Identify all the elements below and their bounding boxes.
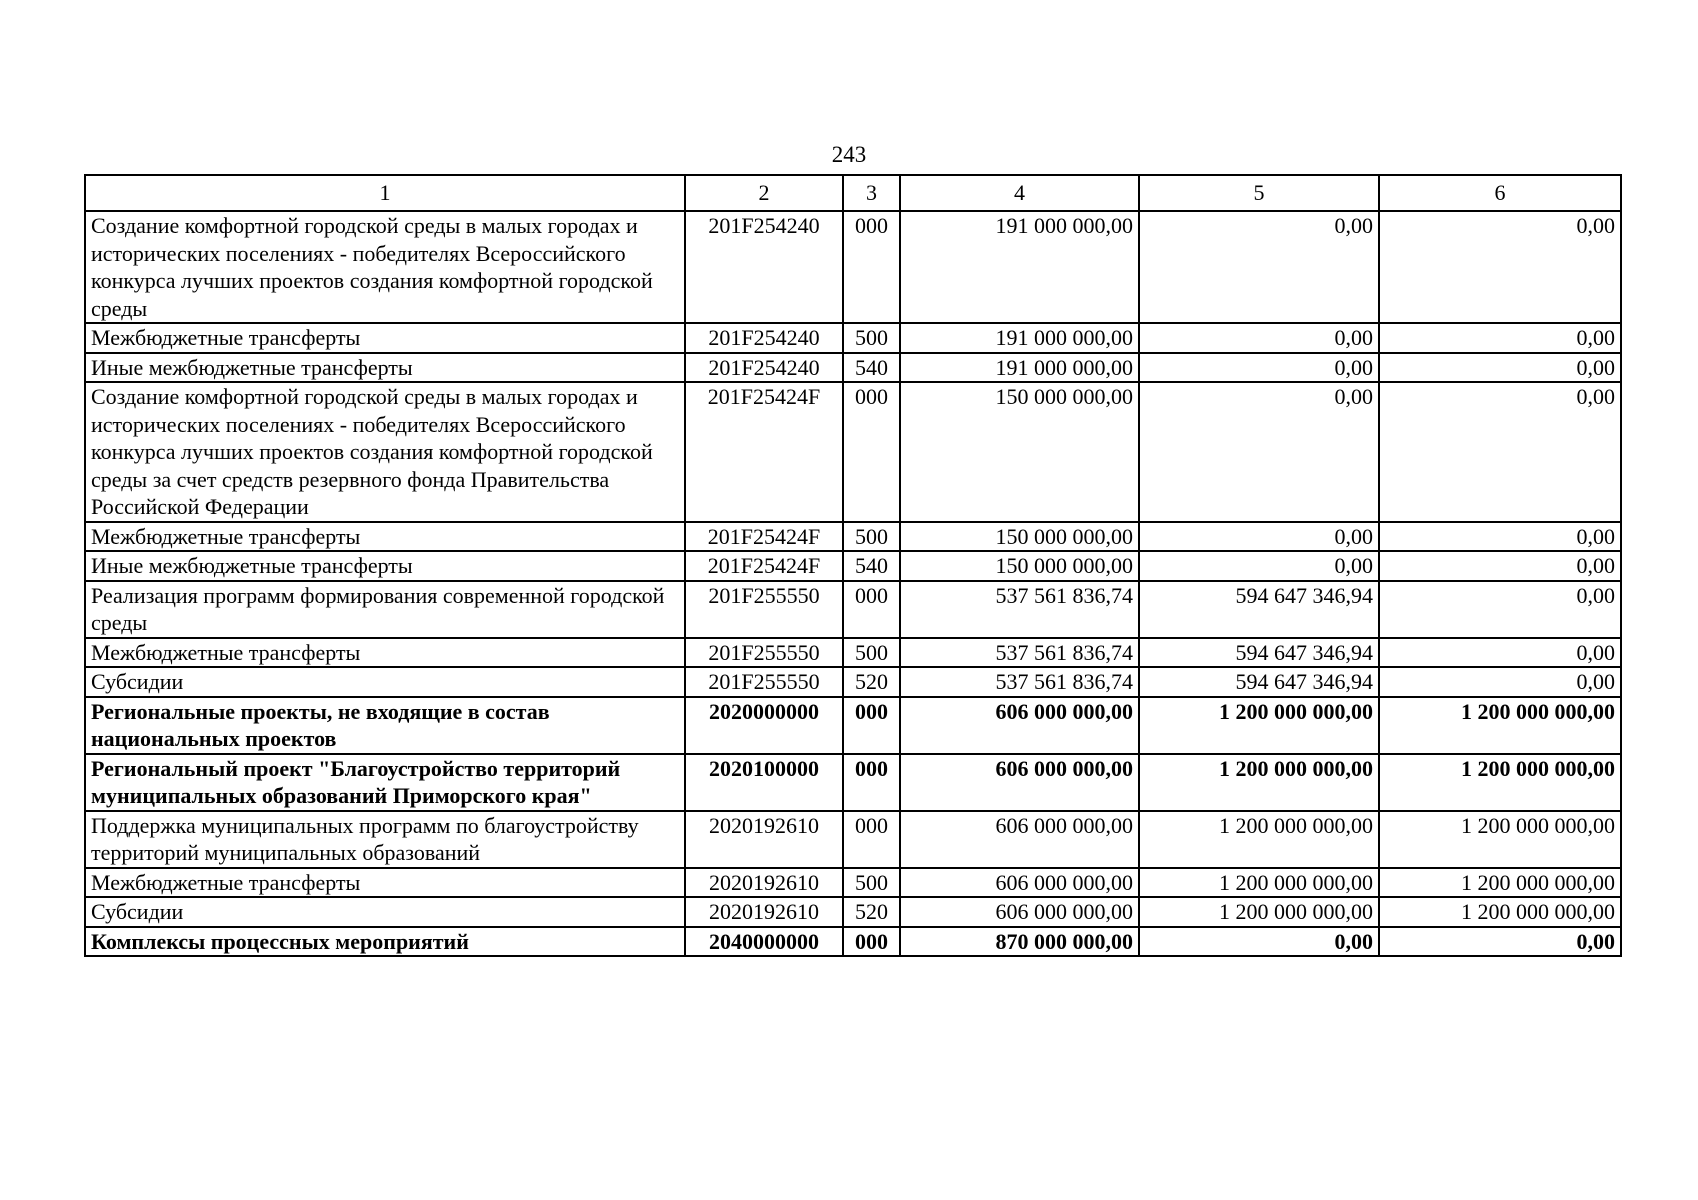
row-code-cell: 2040000000 xyxy=(685,927,843,957)
row-type-cell: 520 xyxy=(843,897,900,927)
row-amount-4-cell: 537 561 836,74 xyxy=(900,638,1139,668)
row-code-cell: 201F25424F xyxy=(685,551,843,581)
row-amount-4-cell: 606 000 000,00 xyxy=(900,897,1139,927)
row-type-cell: 500 xyxy=(843,323,900,353)
row-code-cell: 2020192610 xyxy=(685,897,843,927)
row-amount-4-cell: 191 000 000,00 xyxy=(900,323,1139,353)
row-type-cell: 000 xyxy=(843,754,900,811)
row-code-cell: 201F255550 xyxy=(685,667,843,697)
row-type-cell: 000 xyxy=(843,811,900,868)
row-code-cell: 201F254240 xyxy=(685,353,843,383)
row-name-cell: Субсидии xyxy=(85,667,685,697)
row-amount-4-cell: 606 000 000,00 xyxy=(900,811,1139,868)
row-amount-6-cell: 0,00 xyxy=(1379,638,1621,668)
row-amount-5-cell: 0,00 xyxy=(1139,927,1379,957)
header-cell-2: 2 xyxy=(685,175,843,211)
row-name-cell: Субсидии xyxy=(85,897,685,927)
row-amount-5-cell: 0,00 xyxy=(1139,323,1379,353)
row-amount-5-cell: 0,00 xyxy=(1139,551,1379,581)
row-name-cell: Межбюджетные трансферты xyxy=(85,638,685,668)
row-amount-6-cell: 0,00 xyxy=(1379,353,1621,383)
row-amount-6-cell: 0,00 xyxy=(1379,927,1621,957)
header-cell-5: 5 xyxy=(1139,175,1379,211)
row-type-cell: 500 xyxy=(843,522,900,552)
row-amount-5-cell: 0,00 xyxy=(1139,211,1379,323)
table-row xyxy=(85,353,1621,383)
row-name-cell: Региональный проект "Благоустройство территорий муниципальных образований Приморского края" xyxy=(85,754,685,811)
row-amount-5-cell: 1 200 000 000,00 xyxy=(1139,697,1379,754)
row-code-cell: 201F254240 xyxy=(685,211,843,323)
row-amount-5-cell: 1 200 000 000,00 xyxy=(1139,754,1379,811)
row-amount-6-cell: 0,00 xyxy=(1379,211,1621,323)
row-name-cell: Региональные проекты, не входящие в состав национальных проектов xyxy=(85,697,685,754)
row-amount-4-cell: 191 000 000,00 xyxy=(900,353,1139,383)
row-amount-5-cell: 594 647 346,94 xyxy=(1139,638,1379,668)
row-type-cell: 500 xyxy=(843,868,900,898)
row-amount-5-cell: 1 200 000 000,00 xyxy=(1139,811,1379,868)
page-number: 243 xyxy=(831,142,867,167)
row-amount-6-cell: 1 200 000 000,00 xyxy=(1379,897,1621,927)
row-name-cell: Комплексы процессных мероприятий xyxy=(85,927,685,957)
row-amount-4-cell: 150 000 000,00 xyxy=(900,382,1139,522)
table-row xyxy=(85,382,1621,522)
table-row xyxy=(85,697,1621,754)
row-name-cell: Межбюджетные трансферты xyxy=(85,323,685,353)
row-type-cell: 500 xyxy=(843,638,900,668)
row-amount-4-cell: 606 000 000,00 xyxy=(900,697,1139,754)
row-code-cell: 201F255550 xyxy=(685,638,843,668)
header-cell-6: 6 xyxy=(1379,175,1621,211)
header-row xyxy=(85,175,1621,211)
row-name-cell: Поддержка муниципальных программ по благоустройству территорий муниципальных образований xyxy=(85,811,685,868)
row-type-cell: 000 xyxy=(843,927,900,957)
row-amount-4-cell: 150 000 000,00 xyxy=(900,551,1139,581)
row-code-cell: 2020192610 xyxy=(685,811,843,868)
row-amount-6-cell: 0,00 xyxy=(1379,382,1621,522)
row-type-cell: 520 xyxy=(843,667,900,697)
row-amount-5-cell: 0,00 xyxy=(1139,353,1379,383)
row-type-cell: 000 xyxy=(843,581,900,638)
table-row xyxy=(85,211,1621,323)
table-row xyxy=(85,581,1621,638)
row-code-cell: 2020192610 xyxy=(685,868,843,898)
table-row xyxy=(85,897,1621,927)
row-amount-6-cell: 0,00 xyxy=(1379,323,1621,353)
table-row xyxy=(85,522,1621,552)
row-type-cell: 540 xyxy=(843,353,900,383)
row-name-cell: Создание комфортной городской среды в малых городах и исторических поселениях - победителях Всероссийского конкурса лучших проектов создания комфортной городской среды xyxy=(85,211,685,323)
table-row xyxy=(85,811,1621,868)
row-amount-4-cell: 606 000 000,00 xyxy=(900,868,1139,898)
row-type-cell: 540 xyxy=(843,551,900,581)
table-row xyxy=(85,927,1621,957)
row-name-cell: Создание комфортной городской среды в малых городах и исторических поселениях - победителях Всероссийского конкурса лучших проектов создания комфортной городской среды за счет средств резервного фонда Правительства Российской Федерации xyxy=(85,382,685,522)
row-name-cell: Иные межбюджетные трансферты xyxy=(85,353,685,383)
row-code-cell: 201F25424F xyxy=(685,522,843,552)
row-amount-5-cell: 0,00 xyxy=(1139,382,1379,522)
row-amount-6-cell: 0,00 xyxy=(1379,551,1621,581)
row-amount-6-cell: 0,00 xyxy=(1379,667,1621,697)
row-amount-6-cell: 1 200 000 000,00 xyxy=(1379,754,1621,811)
row-amount-4-cell: 606 000 000,00 xyxy=(900,754,1139,811)
row-amount-5-cell: 1 200 000 000,00 xyxy=(1139,868,1379,898)
row-amount-4-cell: 150 000 000,00 xyxy=(900,522,1139,552)
table-row xyxy=(85,551,1621,581)
row-amount-6-cell: 1 200 000 000,00 xyxy=(1379,811,1621,868)
table-row xyxy=(85,868,1621,898)
row-amount-5-cell: 594 647 346,94 xyxy=(1139,581,1379,638)
row-code-cell: 201F254240 xyxy=(685,323,843,353)
table-row xyxy=(85,638,1621,668)
row-amount-6-cell: 1 200 000 000,00 xyxy=(1379,868,1621,898)
row-code-cell: 201F255550 xyxy=(685,581,843,638)
row-amount-6-cell: 0,00 xyxy=(1379,522,1621,552)
row-type-cell: 000 xyxy=(843,382,900,522)
row-amount-6-cell: 0,00 xyxy=(1379,581,1621,638)
row-amount-5-cell: 0,00 xyxy=(1139,522,1379,552)
budget-table xyxy=(84,174,1622,957)
row-amount-5-cell: 1 200 000 000,00 xyxy=(1139,897,1379,927)
row-amount-4-cell: 537 561 836,74 xyxy=(900,581,1139,638)
row-amount-4-cell: 191 000 000,00 xyxy=(900,211,1139,323)
row-name-cell: Межбюджетные трансферты xyxy=(85,868,685,898)
row-amount-4-cell: 537 561 836,74 xyxy=(900,667,1139,697)
row-name-cell: Реализация программ формирования современной городской среды xyxy=(85,581,685,638)
header-cell-4: 4 xyxy=(900,175,1139,211)
table-row xyxy=(85,754,1621,811)
header-cell-3: 3 xyxy=(843,175,900,211)
row-type-cell: 000 xyxy=(843,211,900,323)
row-amount-5-cell: 594 647 346,94 xyxy=(1139,667,1379,697)
row-name-cell: Межбюджетные трансферты xyxy=(85,522,685,552)
table-row xyxy=(85,667,1621,697)
row-amount-6-cell: 1 200 000 000,00 xyxy=(1379,697,1621,754)
table-row xyxy=(85,323,1621,353)
header-cell-1: 1 xyxy=(85,175,685,211)
row-amount-4-cell: 870 000 000,00 xyxy=(900,927,1139,957)
row-type-cell: 000 xyxy=(843,697,900,754)
row-name-cell: Иные межбюджетные трансферты xyxy=(85,551,685,581)
row-code-cell: 201F25424F xyxy=(685,382,843,522)
row-code-cell: 2020100000 xyxy=(685,754,843,811)
row-code-cell: 2020000000 xyxy=(685,697,843,754)
